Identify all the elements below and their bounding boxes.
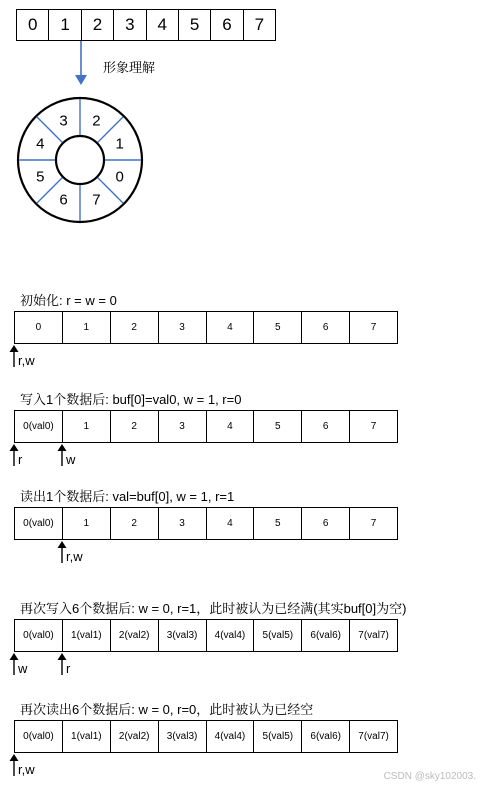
memory-row bbox=[14, 720, 398, 753]
memory-cell: 5 bbox=[254, 508, 302, 539]
memory-cell: 3 bbox=[159, 411, 207, 442]
memory-cell: 1(val1) bbox=[63, 620, 111, 651]
memory-cell: 4(val4) bbox=[207, 721, 255, 752]
memory-cell: 5(val5) bbox=[254, 721, 302, 752]
top-array-cell: 1 bbox=[49, 10, 81, 40]
memory-cell: 2(val2) bbox=[111, 721, 159, 752]
pointer-label: r,w bbox=[18, 353, 35, 368]
section-caption: 写入1个数据后: buf[0]=val0, w = 1, r=0 bbox=[20, 392, 242, 407]
memory-cell: 4(val4) bbox=[207, 620, 255, 651]
ring-inner-circle bbox=[56, 136, 104, 184]
memory-cell: 5 bbox=[254, 312, 302, 343]
memory-row bbox=[14, 507, 398, 540]
memory-cell: 5(val5) bbox=[254, 620, 302, 651]
top-array-cell: 2 bbox=[82, 10, 114, 40]
memory-cell: 4 bbox=[207, 411, 255, 442]
pointer-label: w bbox=[18, 661, 28, 676]
memory-cell: 0(val0) bbox=[15, 620, 63, 651]
top-array-cell: 4 bbox=[147, 10, 179, 40]
memory-cell: 4 bbox=[207, 312, 255, 343]
memory-cell: 1(val1) bbox=[63, 721, 111, 752]
memory-row bbox=[14, 311, 398, 344]
ring-buffer-diagram bbox=[12, 92, 152, 232]
memory-cell: 1 bbox=[63, 411, 111, 442]
memory-cell: 2 bbox=[111, 508, 159, 539]
top-array-cell: 3 bbox=[114, 10, 146, 40]
section-caption: 再次读出6个数据后: w = 0, r=0，此时被认为已经空 bbox=[20, 702, 314, 717]
memory-cell: 7 bbox=[370, 421, 377, 432]
ring-slot-label: 1 bbox=[115, 135, 124, 153]
pointer-label: r,w bbox=[18, 762, 35, 777]
memory-cell: 6 bbox=[302, 411, 350, 442]
memory-cell: 3 bbox=[159, 508, 207, 539]
memory-cell: 6(val6) bbox=[302, 721, 350, 752]
memory-cell: 3(val3) bbox=[159, 721, 207, 752]
arrow-label: 形象理解 bbox=[103, 60, 156, 75]
memory-cell: 3 bbox=[159, 312, 207, 343]
top-array bbox=[16, 9, 276, 41]
memory-cell: 0(val0) bbox=[15, 411, 63, 442]
memory-cell: 0(val0) bbox=[15, 721, 63, 752]
pointer-label: r bbox=[66, 661, 71, 676]
ring-slot-label: 3 bbox=[59, 112, 68, 130]
ring-slot-label: 5 bbox=[36, 168, 45, 186]
memory-cell: 2 bbox=[111, 411, 159, 442]
ring-slot-label: 2 bbox=[92, 112, 101, 130]
section-caption: 初始化: r = w = 0 bbox=[20, 293, 117, 308]
memory-cell: 7 bbox=[370, 518, 377, 529]
top-array-cell: 5 bbox=[179, 10, 211, 40]
watermark: CSDN @sky102003. bbox=[383, 771, 476, 782]
top-array-cell: 6 bbox=[211, 10, 243, 40]
memory-cell: 0(val0) bbox=[15, 508, 63, 539]
memory-cell: 5 bbox=[254, 411, 302, 442]
memory-cell: 7(val7) bbox=[358, 630, 389, 641]
pointer-label: r,w bbox=[66, 549, 83, 564]
memory-cell: 7(val7) bbox=[358, 731, 389, 742]
memory-row bbox=[14, 619, 398, 652]
down-arrow-icon bbox=[71, 41, 91, 89]
ring-slot-label: 4 bbox=[36, 135, 45, 153]
memory-cell: 7 bbox=[370, 322, 377, 333]
memory-cell: 6 bbox=[302, 508, 350, 539]
memory-cell: 1 bbox=[63, 312, 111, 343]
ring-slot-label: 7 bbox=[92, 191, 101, 209]
ring-slot-label: 0 bbox=[115, 168, 124, 186]
top-array-cell: 7 bbox=[254, 15, 265, 34]
memory-cell: 6 bbox=[302, 312, 350, 343]
memory-cell: 1 bbox=[63, 508, 111, 539]
memory-cell: 2 bbox=[111, 312, 159, 343]
memory-cell: 0 bbox=[15, 312, 63, 343]
section-caption: 读出1个数据后: val=buf[0], w = 1, r=1 bbox=[20, 489, 235, 504]
top-array-cell: 0 bbox=[17, 10, 49, 40]
memory-row bbox=[14, 410, 398, 443]
memory-cell: 6(val6) bbox=[302, 620, 350, 651]
section-caption: 再次写入6个数据后: w = 0, r=1，此时被认为已经满(其实buf[0]为空) bbox=[20, 601, 407, 616]
memory-cell: 4 bbox=[207, 508, 255, 539]
pointer-label: r bbox=[18, 452, 23, 467]
pointer-label: w bbox=[66, 452, 76, 467]
memory-cell: 3(val3) bbox=[159, 620, 207, 651]
ring-slot-label: 6 bbox=[59, 191, 68, 209]
memory-cell: 2(val2) bbox=[111, 620, 159, 651]
